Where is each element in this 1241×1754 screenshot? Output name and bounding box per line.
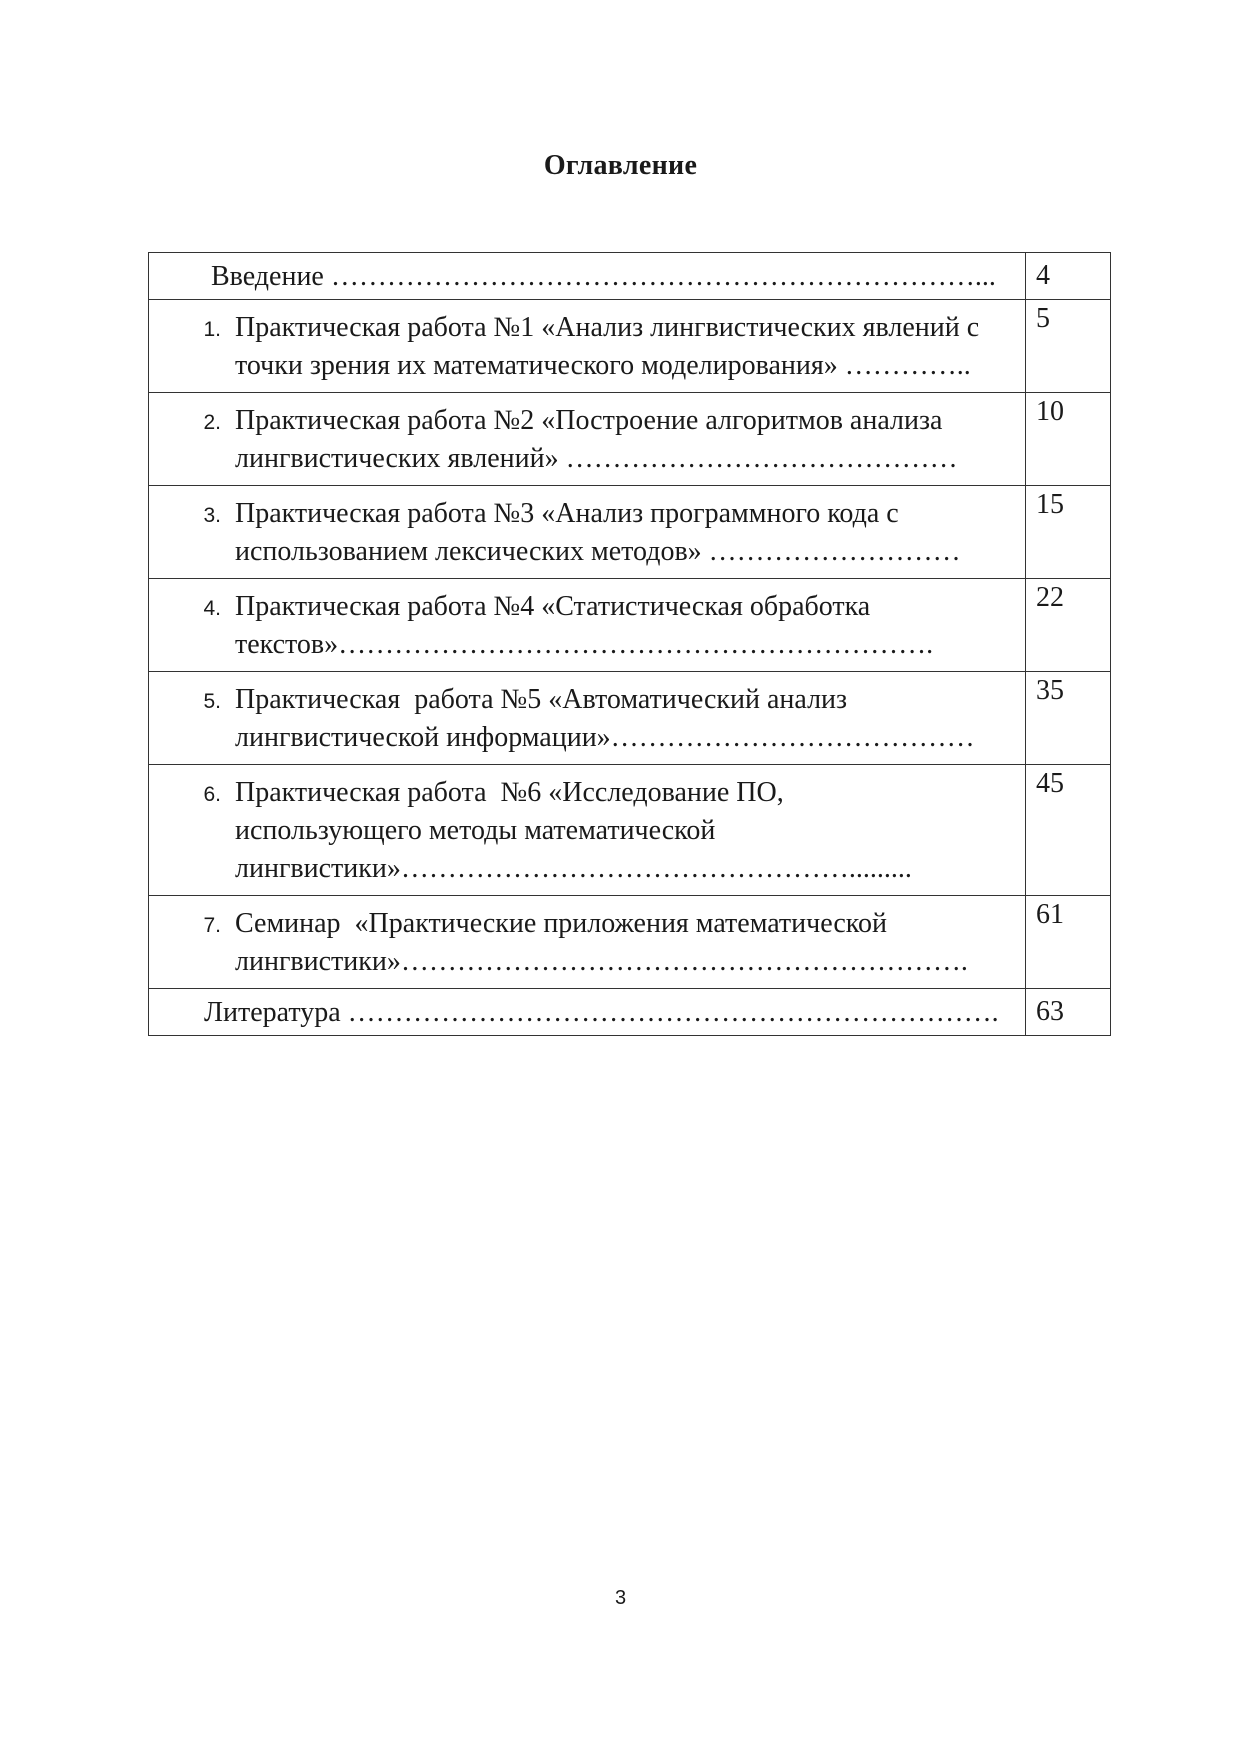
toc-entry-page: 15 [1026, 486, 1111, 579]
toc-entry-page: 45 [1026, 765, 1111, 896]
toc-row[interactable] [149, 672, 1111, 765]
table-of-contents [148, 252, 1111, 1036]
toc-row[interactable] [149, 486, 1111, 579]
toc-row[interactable] [149, 393, 1111, 486]
toc-intro-page: 4 [1026, 253, 1111, 300]
toc-entry-text: Практическая работа №2 «Построение алгоритмов анализа лингвистических явлений» …………………………………… [235, 405, 958, 474]
toc-entry-number: 3. [203, 504, 221, 527]
toc-entry-text: Практическая работа №5 «Автоматический анализ лингвистической информации»………………………………… [235, 684, 975, 753]
toc-entry-number: 7. [203, 914, 221, 937]
toc-literature-page: 63 [1026, 989, 1111, 1036]
page-title: Оглавление [543, 150, 698, 181]
toc-entry-text: Практическая работа №4 «Статистическая обработка текстов»………………………………………………………. [235, 591, 934, 660]
toc-entry-number: 6. [203, 783, 221, 806]
toc-entry-number: 4. [203, 597, 221, 620]
toc-intro-text: Введение ……………………………………………………………... [211, 261, 996, 292]
toc-entry-page: 5 [1026, 300, 1111, 393]
toc-row-literature[interactable] [149, 989, 1111, 1036]
toc-entry-page: 22 [1026, 579, 1111, 672]
toc-row[interactable] [149, 765, 1111, 896]
toc-row[interactable] [149, 300, 1111, 393]
toc-entry-number: 1. [203, 318, 221, 341]
toc-entry-text: Практическая работа №6 «Исследование ПО, использующего методы математической лингвистики»…………………………………………......... [235, 777, 912, 884]
page-number: 3 [614, 1587, 627, 1609]
toc-entry-text: Семинар «Практические приложения математической лингвистики»……………………………………………………. [235, 908, 968, 977]
toc-entry-text: Практическая работа №3 «Анализ программного кода с использованием лексических методов» ……………………… [235, 498, 961, 567]
toc-entry-page: 35 [1026, 672, 1111, 765]
toc-row[interactable] [149, 579, 1111, 672]
toc-entry-number: 2. [203, 411, 221, 434]
toc-literature-text: Литература ……………………………………………………………. [204, 997, 999, 1028]
toc-entry-text: Практическая работа №1 «Анализ лингвистических явлений с точки зрения их математического моделирования» ………….. [235, 312, 980, 381]
toc-entry-page: 61 [1026, 896, 1111, 989]
toc-row[interactable] [149, 896, 1111, 989]
toc-row-intro[interactable] [149, 253, 1111, 300]
toc-entry-number: 5. [203, 690, 221, 713]
toc-entry-page: 10 [1026, 393, 1111, 486]
